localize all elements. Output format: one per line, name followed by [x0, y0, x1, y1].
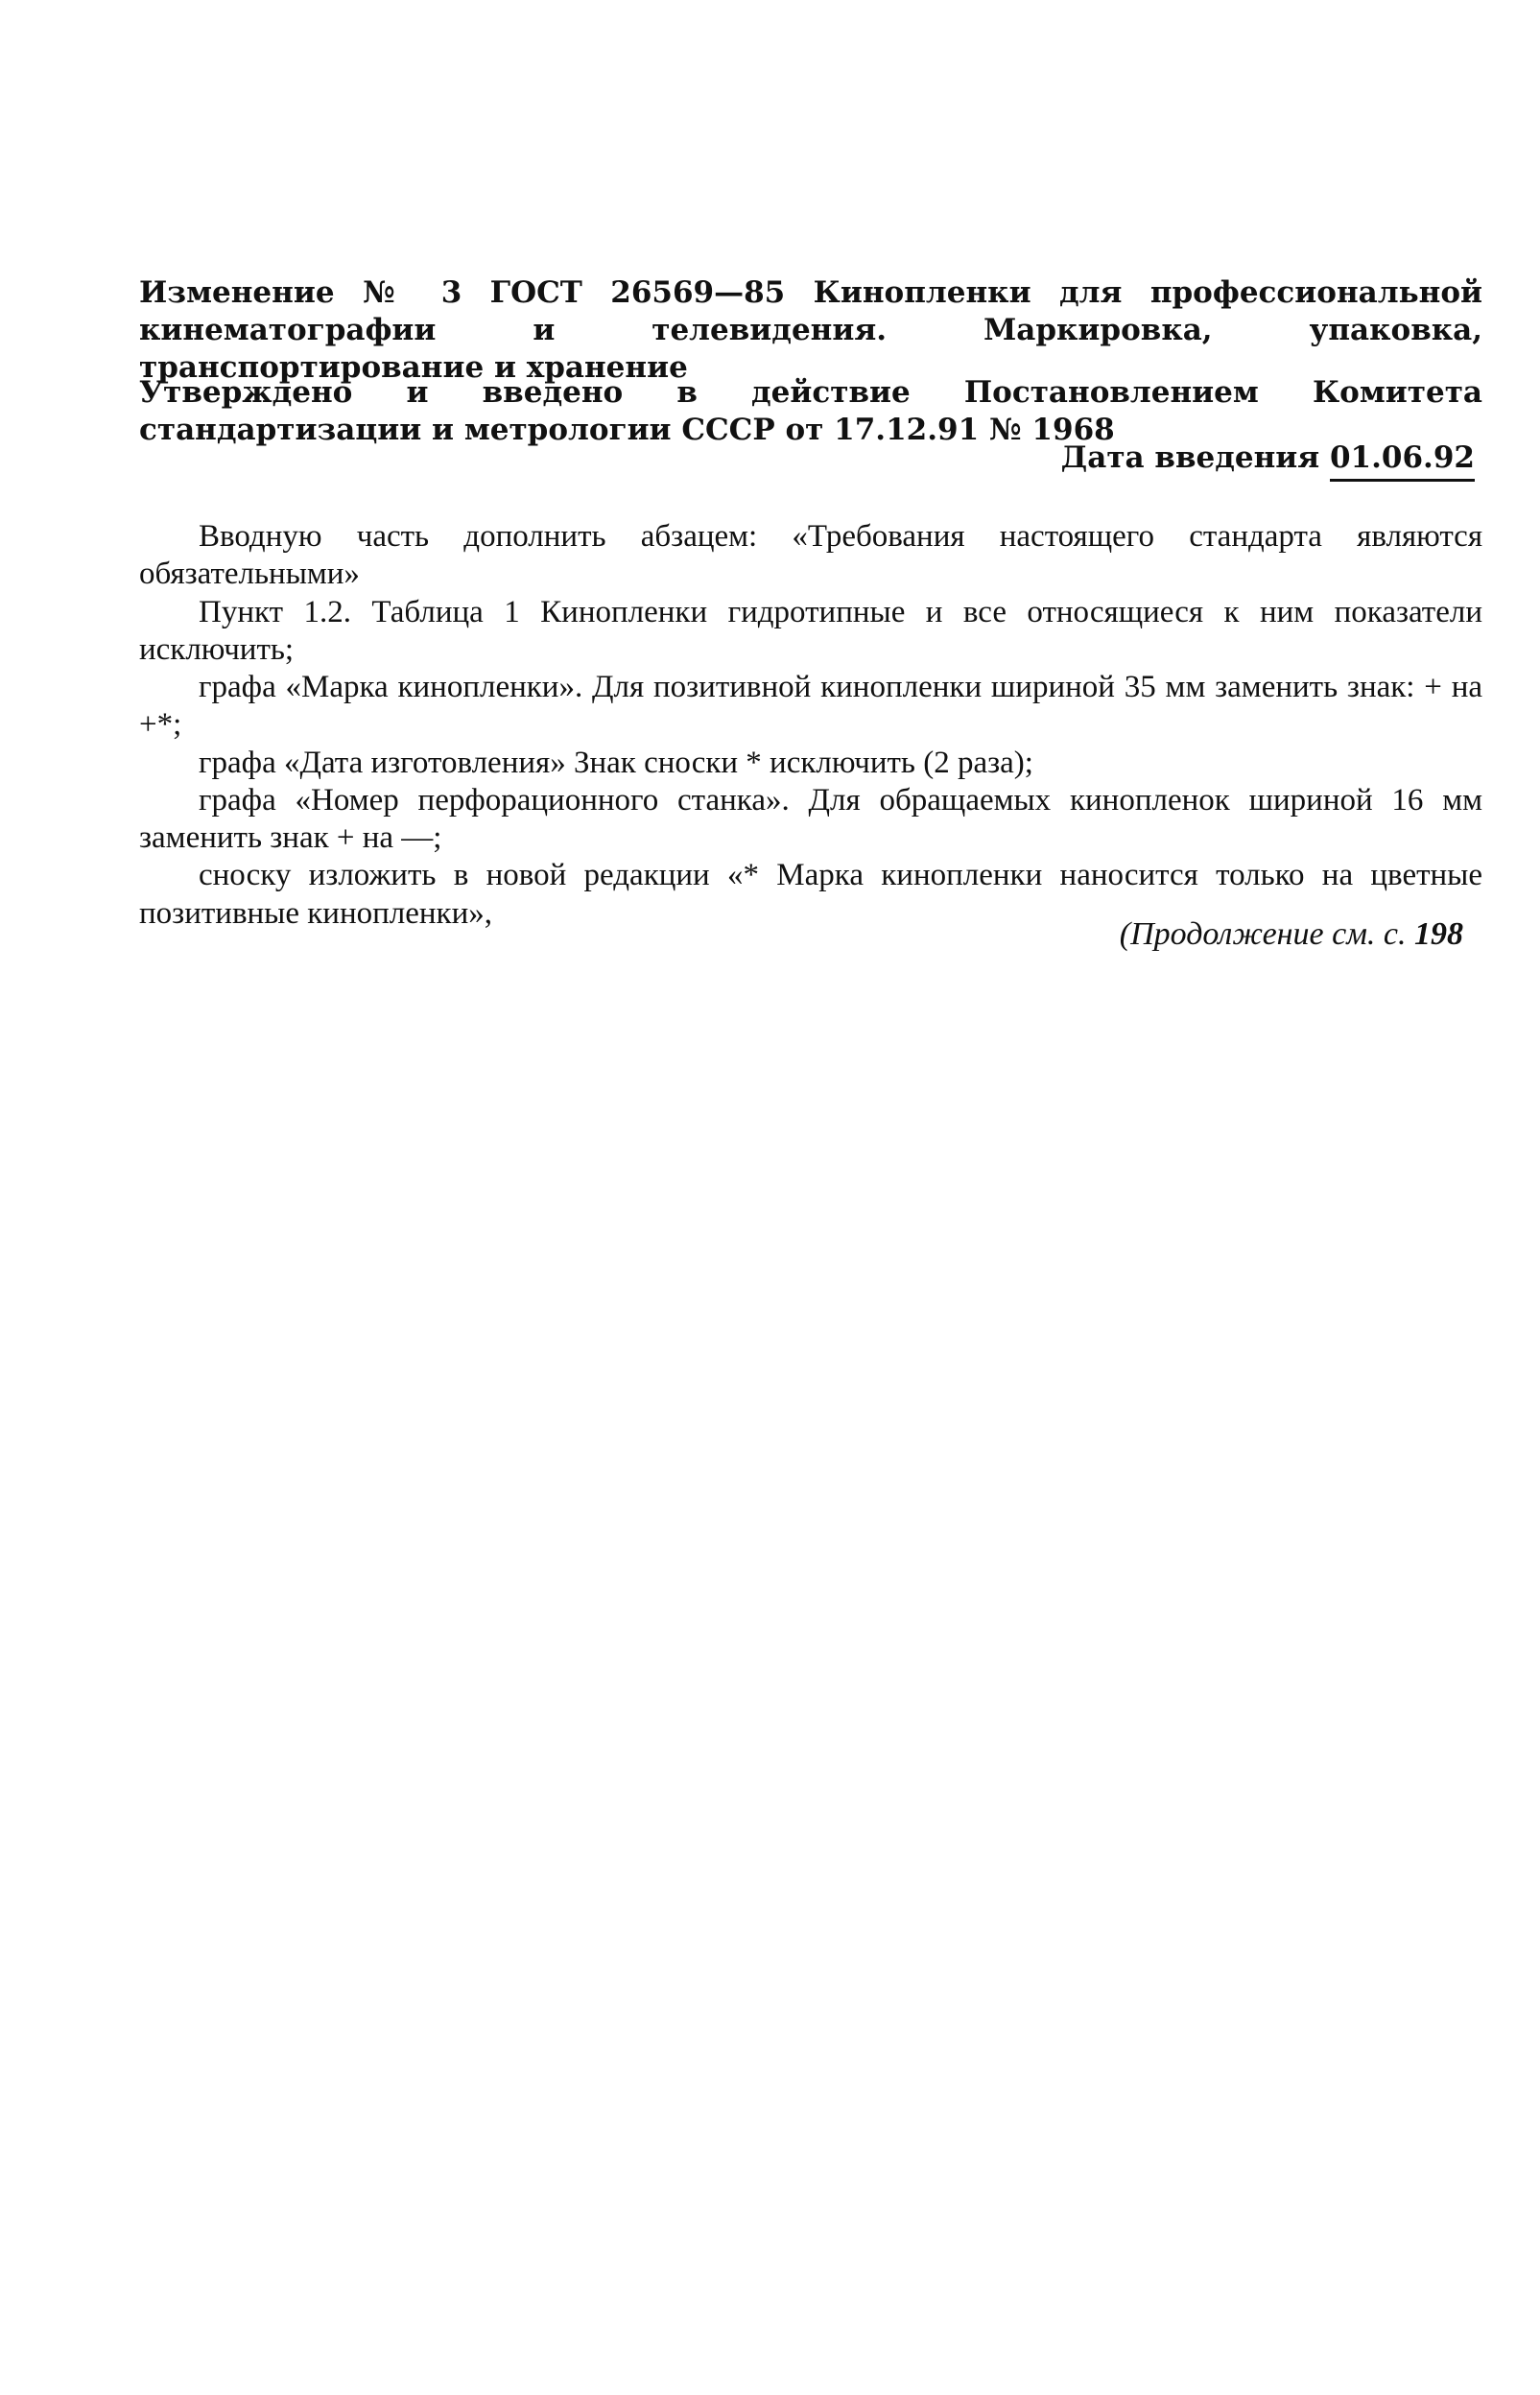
- effective-date-line: [1061, 439, 1475, 477]
- paragraph: графа «Номер перфорационного станка». Для обращаемых кинопленок шириной 16 мм заменить знак + на —;: [139, 782, 1482, 856]
- effective-date-value: 01.06.92: [1330, 440, 1475, 482]
- continuation-note: [1120, 916, 1463, 953]
- paragraph: графа «Дата изготовления» Знак сноски * исключить (2 раза);: [199, 745, 1033, 780]
- paragraph: графа «Марка кинопленки». Для позитивной кинопленки шириной 35 мм заменить знак: + на +*;: [139, 670, 1482, 743]
- amendment-body: [139, 518, 1482, 933]
- document-title: Изменение № 3 ГОСТ 26569—85 Кинопленки для профессиональной кинематографии и телевидения. Маркировка, упаковка, транспортирование и хранение: [139, 275, 1482, 385]
- approval-statement: Утверждено и введено в действие Постановлением Комитета стандартизации и метрологии СССР от 17.12.91 № 1968: [139, 375, 1482, 447]
- paragraph: Вводную часть дополнить абзацем: «Требования настоящего стандарта являются обязательными»: [139, 519, 1482, 592]
- effective-date-label: Дата введения: [1060, 440, 1320, 475]
- continuation-text: (Продолжение см. с.: [1119, 916, 1407, 952]
- paragraph: сноску изложить в новой редакции «* Марка кинопленки наносится только на цветные позитивные кинопленки»,: [139, 858, 1482, 931]
- continuation-page-number: 198: [1414, 916, 1463, 952]
- paragraph: Пункт 1.2. Таблица 1 Кинопленки гидротипные и все относящиеся к ним показатели исключить;: [139, 594, 1482, 667]
